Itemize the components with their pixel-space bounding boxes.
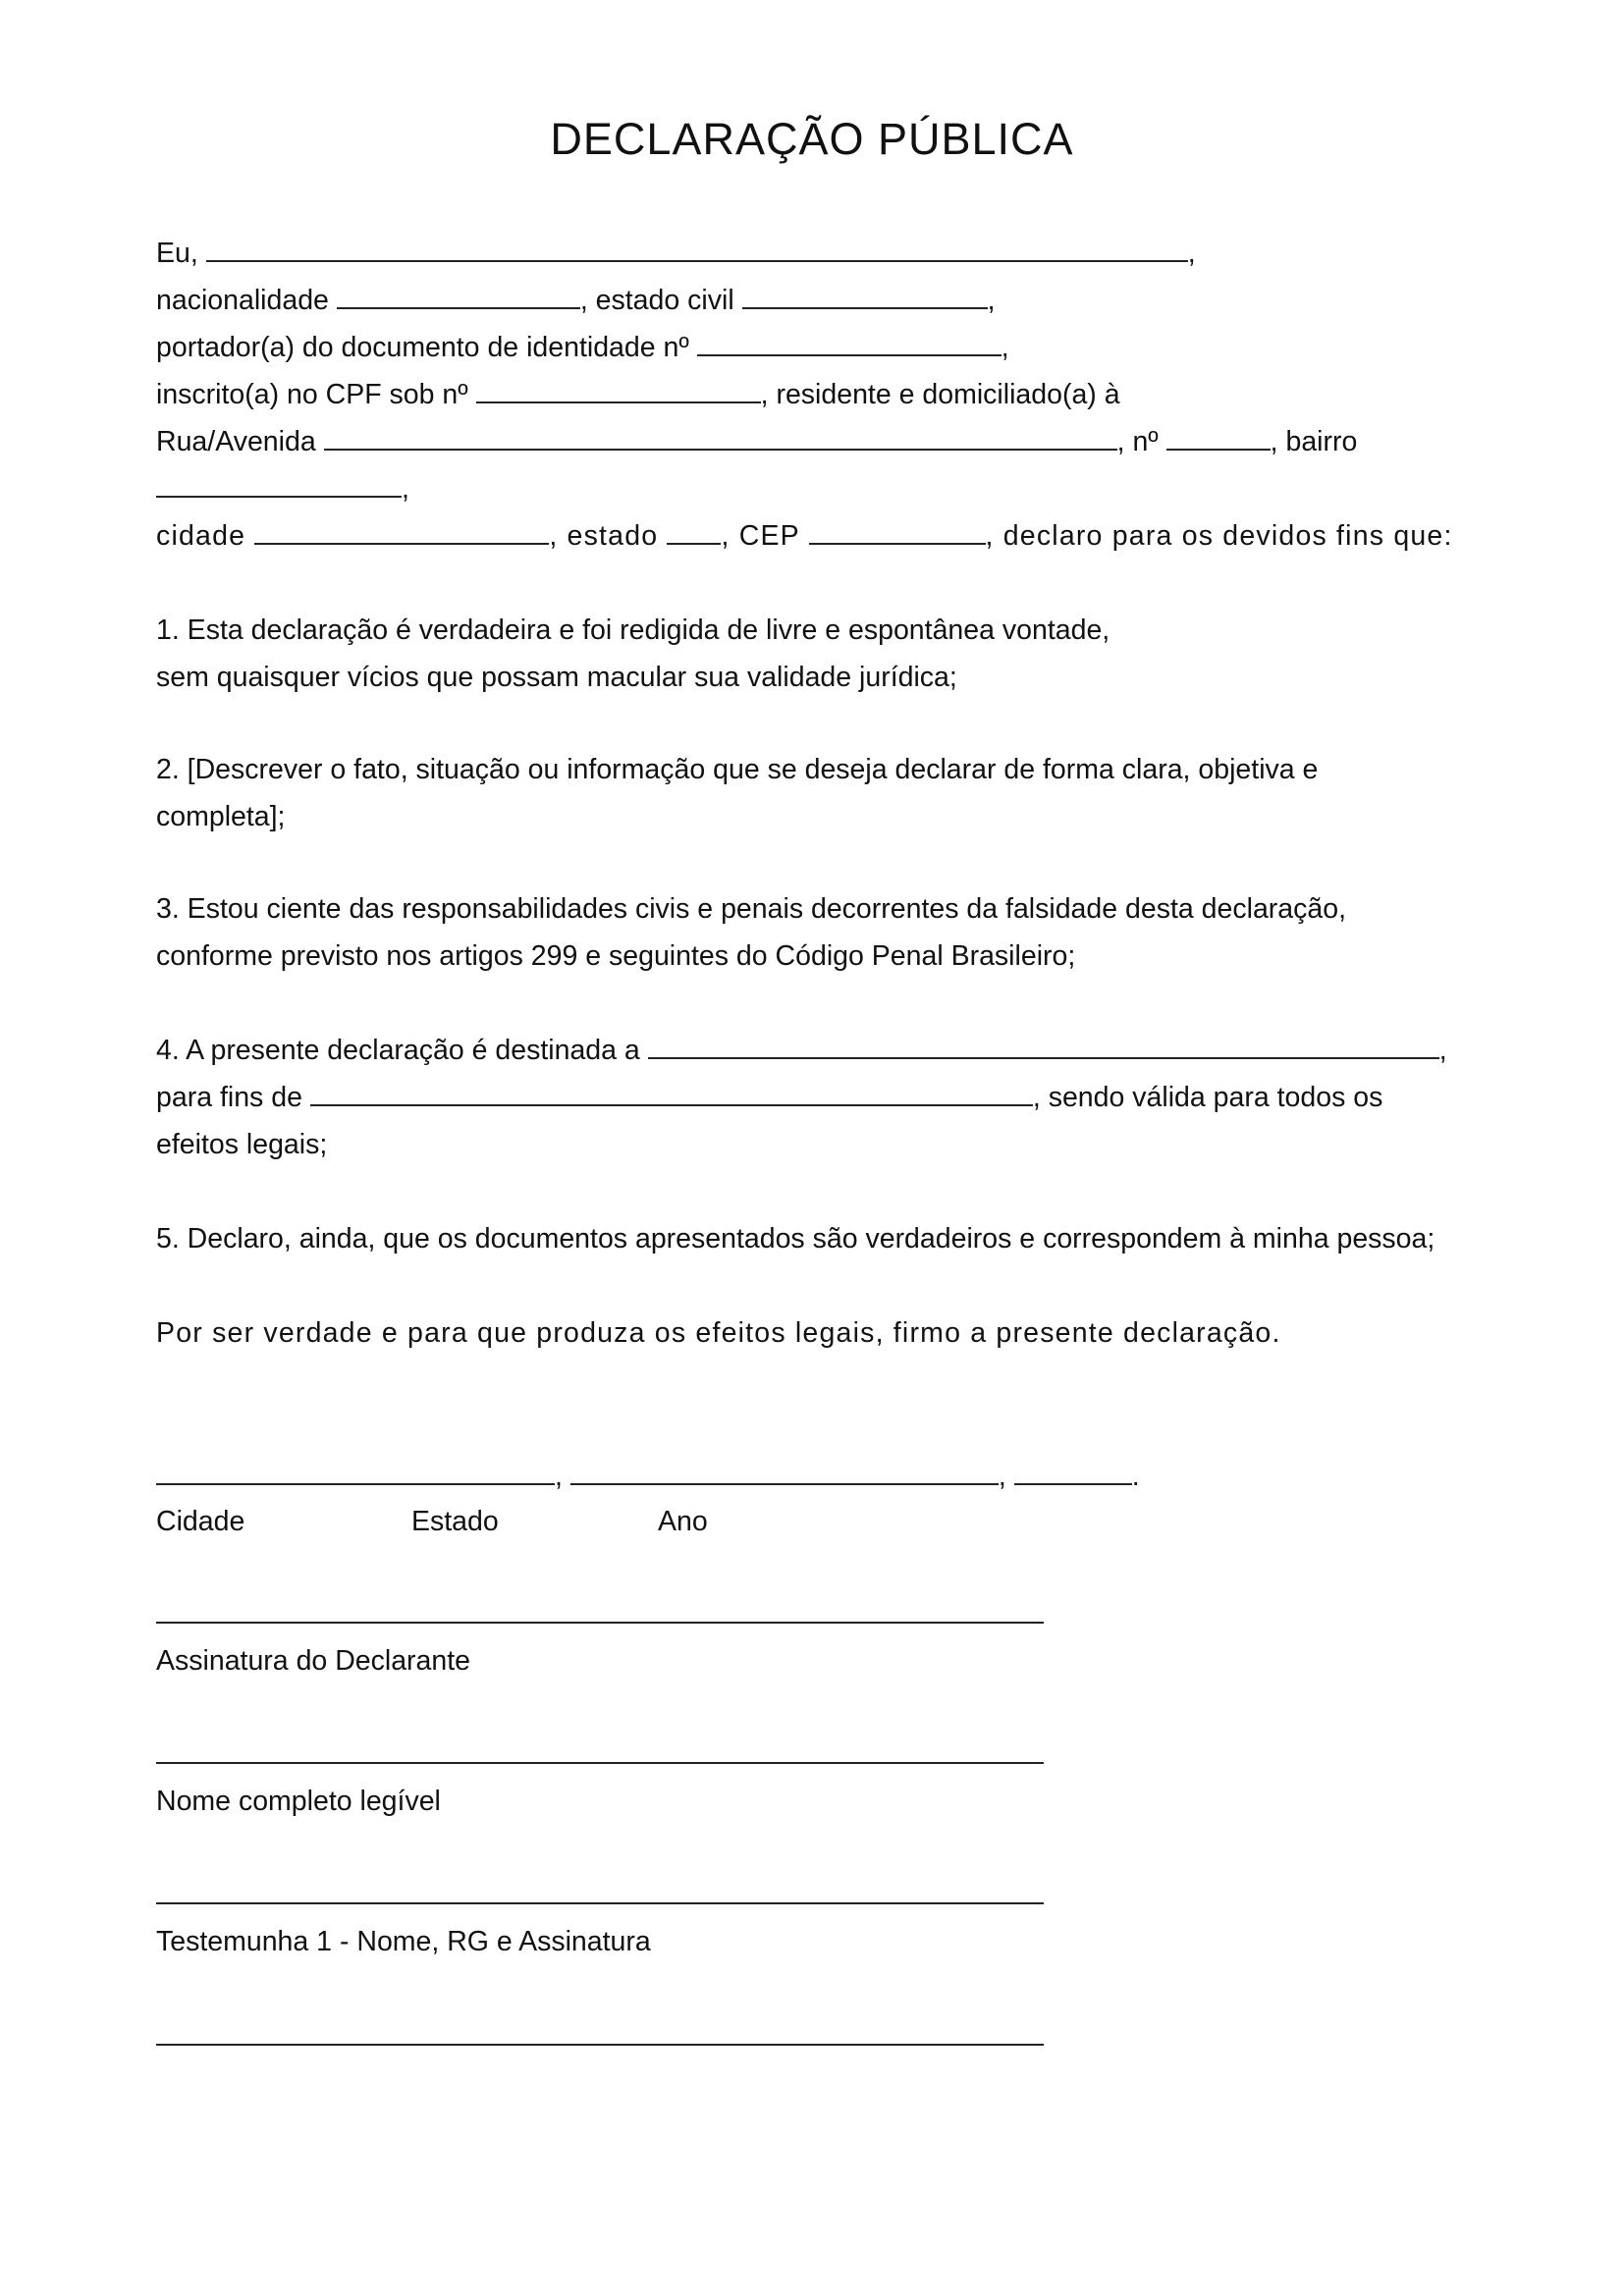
comma: , bbox=[1001, 332, 1009, 363]
item-1-line-2: sem quaisquer vícios que possam macular sua validade jurídica; bbox=[156, 662, 957, 693]
label-nome-completo: Nome completo legível bbox=[156, 1786, 441, 1817]
blank-fins[interactable] bbox=[310, 1083, 1033, 1106]
comma: , bbox=[555, 1461, 563, 1492]
blank-bairro[interactable] bbox=[156, 474, 402, 498]
comma: , bbox=[1187, 238, 1196, 269]
label-cpf: inscrito(a) no CPF sob nº bbox=[156, 379, 468, 410]
blank-numero[interactable] bbox=[1166, 427, 1271, 451]
label-assinatura-declarante: Assinatura do Declarante bbox=[156, 1645, 471, 1677]
blank-place-ano[interactable] bbox=[1014, 1462, 1132, 1485]
blank-place-cidade[interactable] bbox=[156, 1462, 555, 1485]
item-4-valida: , sendo válida para todos os bbox=[1032, 1082, 1383, 1113]
label-place-cidade: Cidade bbox=[156, 1506, 245, 1537]
label-bairro: , bairro bbox=[1270, 426, 1358, 457]
label-place-estado: Estado bbox=[411, 1506, 499, 1537]
item-4-label: 4. A presente declaração é destinada a bbox=[156, 1035, 640, 1066]
blank-estado[interactable] bbox=[667, 521, 721, 545]
item-3-line-1: 3. Estou ciente das responsabilidades civis e penais decorrentes da falsidade desta declaração, bbox=[156, 893, 1347, 925]
item-1-line-1: 1. Esta declaração é verdadeira e foi redigida de livre e espontânea vontade, bbox=[156, 614, 1110, 646]
comma: , bbox=[1438, 1035, 1447, 1066]
item-4-line-3: efeitos legais; bbox=[156, 1129, 328, 1160]
label-cep: , CEP bbox=[721, 520, 800, 552]
blank-place-estado[interactable] bbox=[570, 1462, 999, 1485]
signature-line-nome[interactable] bbox=[156, 1762, 1044, 1764]
line-cpf bbox=[156, 375, 1120, 414]
label-cidade: cidade bbox=[156, 520, 246, 552]
item-2-line-1: 2. [Descrever o fato, situação ou informação que se deseja declarar de forma clara, objetiva e bbox=[156, 754, 1319, 785]
label-declaro: , declaro para os devidos fins que: bbox=[985, 520, 1453, 552]
comma: , bbox=[998, 1461, 1006, 1492]
label-rua: Rua/Avenida bbox=[156, 426, 316, 457]
label-estado-civil: , estado civil bbox=[579, 285, 734, 316]
item-4-line-2 bbox=[156, 1078, 1382, 1117]
line-bairro-blank bbox=[156, 469, 409, 508]
item-4-line-1 bbox=[156, 1031, 1447, 1070]
label-testemunha-1: Testemunha 1 - Nome, RG e Assinatura bbox=[156, 1926, 651, 1957]
blank-identidade[interactable] bbox=[697, 333, 1001, 356]
label-place-ano: Ano bbox=[658, 1506, 708, 1537]
line-nacionalidade bbox=[156, 281, 996, 320]
signature-line-testemunha-1[interactable] bbox=[156, 1902, 1044, 1904]
line-eu bbox=[156, 234, 1196, 273]
blank-estado-civil[interactable] bbox=[742, 286, 988, 309]
blank-destinada[interactable] bbox=[648, 1036, 1439, 1059]
signature-line-testemunha-2[interactable] bbox=[156, 2044, 1044, 2046]
label-eu: Eu, bbox=[156, 238, 198, 269]
blank-cidade[interactable] bbox=[254, 521, 549, 545]
comma: , bbox=[987, 285, 996, 316]
item-2-line-2: completa]; bbox=[156, 801, 286, 832]
blank-name[interactable] bbox=[206, 239, 1188, 262]
document-title: DECLARAÇÃO PÚBLICA bbox=[550, 114, 1074, 164]
item-4-fins-label: para fins de bbox=[156, 1082, 302, 1113]
line-rua bbox=[156, 422, 1357, 461]
item-5: 5. Declaro, ainda, que os documentos apresentados são verdadeiros e correspondem à minha pessoa; bbox=[156, 1223, 1435, 1255]
blank-cep[interactable] bbox=[809, 521, 986, 545]
line-cidade bbox=[156, 516, 1453, 556]
label-portador: portador(a) do documento de identidade nº bbox=[156, 332, 689, 363]
blank-nacionalidade[interactable] bbox=[337, 286, 580, 309]
label-residente: , residente e domiciliado(a) à bbox=[760, 379, 1120, 410]
label-numero: , nº bbox=[1116, 426, 1159, 457]
label-nacionalidade: nacionalidade bbox=[156, 285, 329, 316]
period: . bbox=[1131, 1461, 1140, 1492]
closing-statement: Por ser verdade e para que produza os efeitos legais, firmo a presente declaração. bbox=[156, 1317, 1281, 1349]
item-3-line-2: conforme previsto nos artigos 299 e seguintes do Código Penal Brasileiro; bbox=[156, 940, 1076, 972]
label-estado: , estado bbox=[549, 520, 659, 552]
signature-line-declarante[interactable] bbox=[156, 1622, 1044, 1624]
place-date-line bbox=[156, 1457, 1140, 1496]
blank-cpf[interactable] bbox=[476, 380, 761, 403]
blank-rua[interactable] bbox=[324, 427, 1117, 451]
line-portador bbox=[156, 328, 1009, 367]
comma: , bbox=[402, 473, 409, 505]
